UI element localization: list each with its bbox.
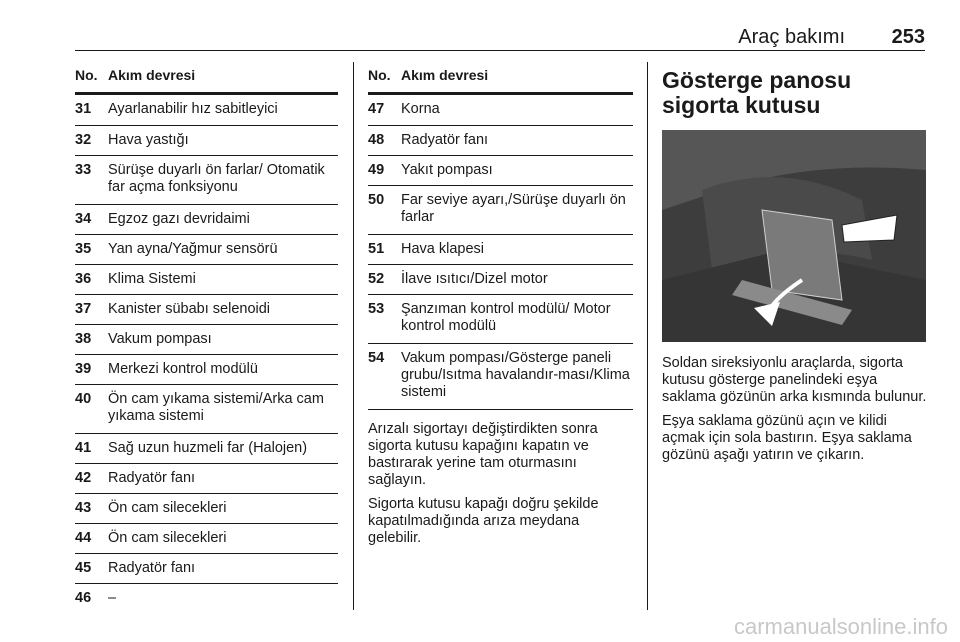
fuse-number: 52 — [368, 271, 385, 287]
fuse-circuit: Ayarlanabilir hız sabitleyici — [108, 101, 278, 117]
table-row — [75, 434, 338, 464]
fuse-number: 50 — [368, 192, 385, 208]
watermark: carmanualsonline.info — [733, 614, 948, 639]
table-row — [75, 464, 338, 494]
fuse-number: 37 — [75, 301, 92, 317]
fuse-circuit: Yan ayna/Yağmur sensörü — [108, 241, 278, 257]
fuse-number: 40 — [75, 391, 92, 407]
table-row — [75, 235, 338, 265]
fuse-number: 39 — [75, 361, 92, 377]
fuse-circuit: Klima Sistemi — [108, 271, 196, 287]
fuse-number: 53 — [368, 301, 385, 317]
header-circuit: Akım devresi — [401, 67, 489, 83]
fuse-circuit: Vakum pompası — [108, 331, 212, 347]
fuse-number: 33 — [75, 162, 92, 178]
fuse-table-1 — [75, 62, 338, 613]
fuse-number: 36 — [75, 271, 92, 287]
column-divider — [647, 62, 648, 610]
table-row — [368, 95, 633, 126]
fuse-circuit: Vakum pompası/Gösterge paneli grubu/Isıtma havalandır-ması/Klima sistemi — [401, 350, 630, 400]
table-row — [75, 295, 338, 325]
fuse-number: 48 — [368, 132, 385, 148]
fuse-circuit: Far seviye ayarı,/Sürüşe duyarlı ön farlar — [401, 192, 626, 225]
table-header — [75, 62, 338, 95]
table-row — [75, 494, 338, 524]
fuse-circuit: Şanzıman kontrol modülü/ Motor kontrol modülü — [401, 301, 611, 334]
table-row — [75, 355, 338, 385]
section-title: Gösterge panosu sigorta kutusu — [662, 67, 852, 118]
fuse-number: 45 — [75, 560, 92, 576]
table-row — [368, 295, 633, 344]
chapter-title: Araç bakımı — [738, 26, 845, 48]
header-no: No. — [75, 67, 98, 83]
table-row — [75, 95, 338, 126]
page-header — [75, 26, 925, 50]
fuse-table-2 — [368, 62, 633, 554]
table-row — [75, 265, 338, 295]
fuse-number: 54 — [368, 350, 385, 366]
header-circuit: Akım devresi — [108, 67, 196, 83]
table-row — [75, 156, 338, 205]
paragraph: Sigorta kutusu kapağı doğru şekilde kapatılmadığında arıza meydana gelebilir. — [368, 496, 599, 546]
fuse-circuit: Korna — [401, 101, 440, 117]
fuse-number: 43 — [75, 500, 92, 516]
paragraph: Soldan sireksiyonlu araçlarda, sigorta kutusu gösterge panelindeki eşya saklama gözünün arka kısmında bulunur. — [662, 355, 927, 405]
table-row — [368, 344, 633, 410]
fuse-circuit: Hava yastığı — [108, 132, 189, 148]
fuse-circuit: – — [108, 590, 117, 606]
fuse-number: 51 — [368, 241, 385, 257]
table-row — [75, 584, 338, 613]
fuse-number: 46 — [75, 590, 92, 606]
table-row — [75, 385, 338, 434]
table-row — [368, 186, 633, 235]
glovebox-fusebox-illustration — [662, 130, 926, 342]
fuse-number: 47 — [368, 101, 385, 117]
fuse-circuit: Ön cam silecekleri — [108, 500, 227, 516]
fuse-circuit: Sağ uzun huzmeli far (Halojen) — [108, 440, 308, 456]
glovebox-illustration-svg — [662, 130, 926, 342]
fuse-circuit: Sürüşe duyarlı ön farlar/ Otomatik far açma fonksiyonu — [108, 162, 325, 195]
table-row — [368, 265, 633, 295]
table-row — [75, 524, 338, 554]
fuse-circuit: Merkezi kontrol modülü — [108, 361, 258, 377]
fuse-circuit: Radyatör fanı — [108, 470, 196, 486]
fuse-circuit: Yakıt pompası — [401, 162, 493, 178]
fuse-number: 35 — [75, 241, 92, 257]
table-row — [75, 205, 338, 235]
paragraph: Eşya saklama gözünü açın ve kilidi açmak için sola bastırın. Eşya saklama gözünü aşağı yatırın ve çıkarın. — [662, 413, 912, 463]
fuse-circuit: Radyatör fanı — [401, 132, 489, 148]
table-header — [368, 62, 633, 95]
table-row — [368, 235, 633, 265]
column-divider — [353, 62, 354, 610]
fuse-circuit: Radyatör fanı — [108, 560, 196, 576]
header-no: No. — [368, 67, 391, 83]
fuse-number: 34 — [75, 211, 92, 227]
fuse-number: 32 — [75, 132, 92, 148]
table-row — [368, 156, 633, 186]
fuse-number: 44 — [75, 530, 92, 546]
fuse-circuit: İlave ısıtıcı/Dizel motor — [401, 271, 548, 287]
fuse-number: 38 — [75, 331, 92, 347]
fuse-number: 49 — [368, 162, 385, 178]
fuse-circuit: Ön cam silecekleri — [108, 530, 227, 546]
fuse-circuit: Egzoz gazı devridaimi — [108, 211, 250, 227]
table-row — [75, 126, 338, 156]
fuse-circuit: Ön cam yıkama sistemi/Arka cam yıkama sistemi — [108, 391, 324, 424]
fuse-number: 31 — [75, 101, 92, 117]
header-rule — [75, 50, 925, 51]
instrument-panel-section — [662, 68, 928, 471]
table-row — [75, 325, 338, 355]
fuse-number: 41 — [75, 440, 92, 456]
fuse-circuit: Hava klapesi — [401, 241, 485, 257]
table-row — [75, 554, 338, 584]
paragraph: Arızalı sigortayı değiştirdikten sonra sigorta kutusu kapağını kapatın ve bastırarak yerine tam oturmasını sağlayın. — [368, 421, 598, 488]
table-row — [368, 126, 633, 156]
fuse-number: 42 — [75, 470, 92, 486]
page-number: 253 — [891, 26, 925, 48]
fuse-circuit: Kanister sübabı selenoidi — [108, 301, 271, 317]
